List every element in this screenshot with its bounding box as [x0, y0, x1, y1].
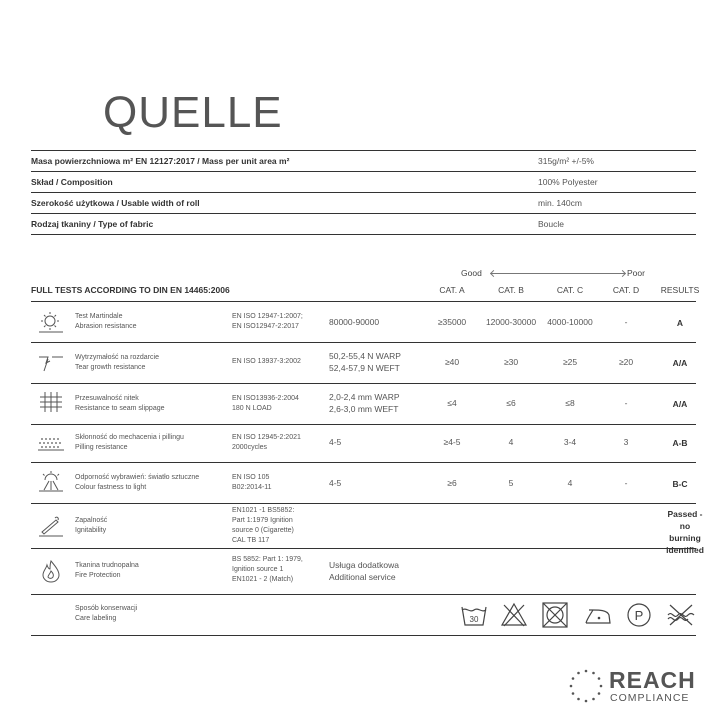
col-cat-b: CAT. B	[498, 285, 524, 295]
col-cat-a: CAT. A	[439, 285, 465, 295]
test-standard: EN ISO 105 B02:2014-11	[232, 474, 272, 491]
test-row	[31, 384, 696, 425]
cat-a-value: ≥35000	[437, 317, 467, 327]
svg-text:P: P	[634, 608, 644, 623]
cat-d-value: 3	[623, 437, 629, 447]
wash-30-icon	[459, 601, 489, 629]
test-value: 80000-90000	[329, 317, 380, 327]
spec-label: Skład / Composition	[31, 177, 113, 187]
test-standard: EN ISO 12947-1:2007; EN ISO12947-2:2017	[232, 313, 303, 330]
no-bleach-icon	[499, 601, 529, 629]
cat-c-value: ≤8	[565, 398, 575, 408]
test-standard: EN1021 -1 BS5852: Part 1:1979 Ignition source 0 (Cigarette) CAL TB 117	[232, 507, 295, 544]
spec-row	[31, 193, 696, 214]
test-row	[31, 343, 696, 384]
test-result: A-B	[672, 438, 688, 448]
spec-value: 100% Polyester	[538, 177, 598, 187]
test-result: A	[676, 318, 684, 328]
col-results: RESULTS	[660, 285, 700, 295]
cat-c-value: ≥25	[562, 357, 578, 367]
test-name: Test Martindale Abrasion resistance	[75, 313, 137, 330]
flame-icon	[36, 559, 66, 583]
dry-clean-p-icon	[624, 601, 654, 629]
cat-b-value: 5	[508, 478, 514, 488]
eu-stars-icon	[567, 667, 605, 705]
col-cat-d: CAT. D	[612, 285, 640, 295]
test-value: 4-5	[329, 437, 342, 447]
svg-text:30: 30	[469, 615, 479, 624]
test-row	[31, 549, 696, 595]
cat-c-value: 3-4	[563, 437, 577, 447]
cigarette-icon	[36, 514, 66, 538]
test-value: 50,2-55,4 N WARP 52,4-57,9 N WEFT	[329, 351, 401, 373]
spec-value: min. 140cm	[538, 198, 582, 208]
col-cat-c: CAT. C	[556, 285, 584, 295]
double-arrow-icon	[491, 273, 625, 274]
test-row	[31, 463, 696, 504]
product-title: QUELLE	[103, 88, 283, 137]
scale-good: Good	[461, 268, 482, 278]
no-wring-icon	[666, 601, 696, 629]
spec-value: Boucle	[538, 219, 564, 229]
good-poor-scale	[461, 268, 651, 278]
spec-row	[31, 172, 696, 193]
cat-d-value: -	[624, 478, 628, 488]
test-standard: EN ISO13936-2:2004 180 N LOAD	[232, 395, 299, 412]
test-name: Zapalność Ignitability	[75, 517, 108, 534]
test-value: 4-5	[329, 478, 342, 488]
test-value: Usługa dodatkowa Additional service	[329, 560, 399, 582]
cat-a-value: ≥6	[447, 478, 457, 488]
scale-poor: Poor	[627, 268, 645, 278]
test-standard: BS 5852: Part 1: 1979, Ignition source 1 EN1021 - 2 (Match)	[232, 556, 303, 583]
spec-label: Szerokość użytkowa / Usable width of roll	[31, 198, 200, 208]
reach-word: REACH	[609, 667, 696, 693]
test-result: A/A	[672, 399, 688, 409]
spec-label: Rodzaj tkaniny / Type of fabric	[31, 219, 154, 229]
tear-icon	[36, 351, 66, 375]
spec-value: 315g/m² +/-5%	[538, 156, 594, 166]
pilling-icon	[36, 431, 66, 455]
test-row	[31, 302, 696, 343]
iron-low-icon	[583, 601, 613, 629]
abrasion-icon	[36, 310, 66, 334]
cat-b-value: ≤6	[506, 398, 516, 408]
cat-b-value: ≥30	[503, 357, 519, 367]
spec-row	[31, 150, 696, 172]
cat-b-value: 12000-30000	[485, 317, 537, 327]
test-standard: EN ISO 13937-3:2002	[232, 358, 301, 365]
cat-d-value: ≥20	[618, 357, 634, 367]
spec-label: Masa powierzchniowa m² EN 12127:2017 / Mass per unit area m²	[31, 156, 290, 166]
reach-compliance-logo	[565, 664, 705, 706]
test-value: 2,0-2,4 mm WARP 2,6-3,0 mm WEFT	[329, 392, 400, 414]
tests-header	[31, 268, 700, 302]
care-label: Sposób konserwacji Care labeling	[75, 605, 138, 622]
test-row	[31, 425, 696, 463]
cat-d-value: -	[624, 398, 628, 408]
test-name: Przesuwalność nitek Resistance to seam slippage	[75, 395, 165, 412]
reach-sub: COMPLIANCE	[610, 692, 690, 704]
test-result: A/A	[672, 358, 688, 368]
care-labeling-row	[31, 595, 696, 636]
cat-c-value: 4000-10000	[547, 317, 593, 327]
light-icon	[36, 470, 66, 494]
test-name: Wytrzymałość na rozdarcie Tear growth resistance	[75, 354, 159, 371]
no-tumble-dry-icon	[540, 601, 570, 629]
cat-a-value: ≤4	[447, 398, 457, 408]
cat-a-value: ≥40	[444, 357, 460, 367]
test-result: Passed - no burning identified	[666, 509, 704, 555]
test-standard: EN ISO 12945-2:2021 2000cycles	[232, 434, 301, 451]
spec-row	[31, 214, 696, 235]
cat-c-value: 4	[567, 478, 573, 488]
tests-title: FULL TESTS ACCORDING TO DIN EN 14465:2006	[31, 285, 230, 295]
test-name: Odporność wybrawień: światło sztuczne Colour fastness to light	[75, 474, 200, 491]
cat-b-value: 4	[508, 437, 514, 447]
test-name: Tkanina trudnopalna Fire Protection	[75, 562, 139, 579]
test-row	[31, 504, 704, 555]
seam-icon	[36, 390, 66, 414]
cat-d-value: -	[624, 317, 628, 327]
test-result: B-C	[672, 479, 688, 489]
cat-a-value: ≥4-5	[443, 437, 461, 447]
test-name: Skłonność do mechacenia i pillingu Pilling resistance	[75, 434, 184, 451]
spec-table	[31, 150, 696, 235]
